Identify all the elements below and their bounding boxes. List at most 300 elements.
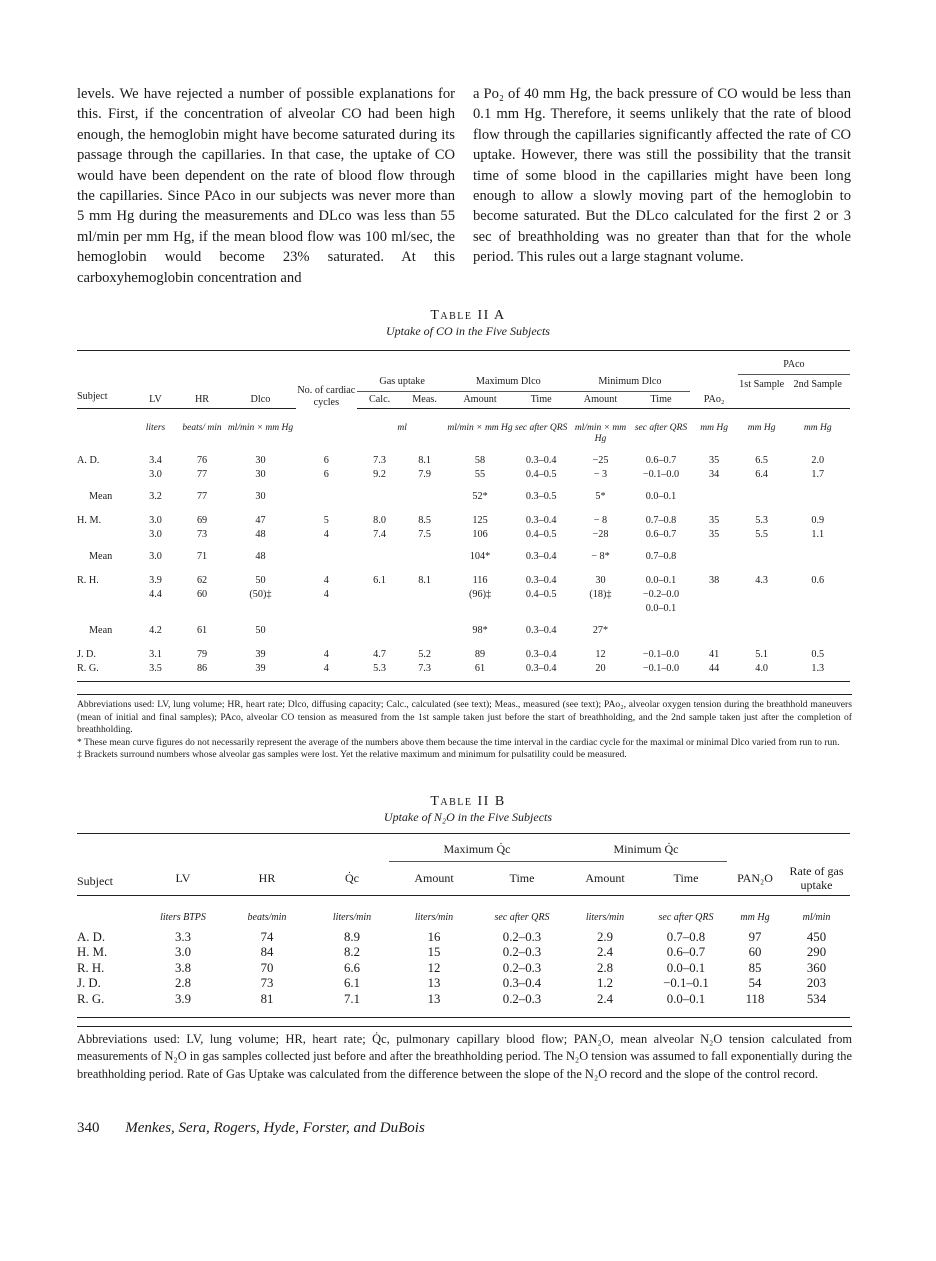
table-cell: 0.3–0.4	[525, 551, 557, 562]
table-cell: 6	[323, 469, 329, 480]
unit-cell: sec after QRS	[634, 423, 688, 433]
table-b-label: Table II B	[430, 794, 506, 809]
table-cell	[690, 481, 737, 513]
table-cell: 76	[196, 455, 208, 466]
table-cell: 4	[296, 661, 358, 682]
table-cell: 60	[748, 945, 762, 960]
table-cell: 73	[260, 976, 274, 991]
table-row	[77, 930, 850, 946]
table-cell: 48	[255, 529, 266, 540]
table-cell	[785, 601, 850, 615]
table-cell: 52*	[472, 491, 488, 502]
table-cell	[690, 541, 737, 573]
table-cell: 0.4–0.5	[525, 589, 557, 600]
subject-header: Subject	[77, 862, 147, 896]
table-cell: 3.3	[175, 929, 191, 944]
table-cell: 0.3–0.4	[513, 661, 570, 682]
table-cell: 360	[806, 960, 827, 975]
table-cell: 3.0	[175, 945, 191, 960]
table-cell: 39	[225, 661, 295, 682]
table-row	[77, 453, 850, 467]
min-amount-header: Amount	[565, 862, 645, 896]
table-cell	[569, 601, 631, 615]
table-a-note: ‡ Brackets surround numbers whose alveolar gas samples were lost. Yet the relative maximum and minimum for pulsatility could be measured.	[77, 749, 627, 761]
table-cell: 0.2–0.3	[479, 992, 565, 1018]
table-cell: 0.2–0.3	[502, 945, 542, 960]
table-cell	[402, 587, 447, 601]
table-cell: 71	[196, 551, 208, 562]
table-cell: 8.1	[418, 575, 431, 586]
table-cell: 34	[709, 469, 720, 480]
table-cell: 8.0	[373, 515, 386, 526]
table-cell: 1.2	[597, 976, 613, 991]
table-cell	[738, 615, 786, 647]
calc-header: Calc.	[357, 391, 402, 409]
table-cell: 8.5	[418, 515, 431, 526]
table-row	[77, 467, 850, 481]
min-dlco-header: Minimum Dlco	[569, 375, 690, 392]
table-cell: −0.1–0.1	[663, 976, 709, 991]
table-b	[77, 833, 850, 1018]
table-cell: 12	[595, 649, 606, 660]
unit-cell: ml/min	[802, 911, 831, 923]
table-row	[77, 587, 850, 601]
table-cell: 5.5	[755, 529, 768, 540]
table-cell: 6.5	[755, 455, 768, 466]
table-a	[77, 350, 850, 682]
table-cell: Mean	[89, 551, 113, 562]
min-time-header: Time	[645, 862, 727, 896]
table-cell: 104*	[469, 551, 491, 562]
table-cell: 50	[255, 625, 266, 636]
table-cell	[738, 541, 786, 573]
table-cell: 55	[474, 469, 486, 480]
table-cell: 60	[196, 589, 208, 600]
page-footer	[77, 1120, 425, 1137]
table-cell: 7.1	[315, 992, 389, 1018]
unit-cell: mm Hg	[740, 911, 770, 923]
max-dlco-header: Maximum Dlco	[447, 375, 569, 392]
table-cell: 13	[389, 992, 479, 1018]
table-cell: R. H.	[77, 960, 105, 975]
table-cell: 86	[179, 661, 226, 682]
table-cell: 5*	[595, 491, 606, 502]
table-cell: 0.0–0.1	[645, 992, 727, 1018]
table-cell: 8.9	[344, 929, 360, 944]
table-cell: 203	[806, 976, 827, 991]
table-cell	[513, 601, 570, 615]
table-cell: R. H.	[77, 575, 99, 586]
table-cell: −0.1–0.0	[642, 649, 680, 660]
table-cell: 2.8	[175, 976, 191, 991]
unit-cell: ml/min × mm Hg	[447, 423, 513, 433]
table-row	[77, 961, 850, 977]
table-cell: 5	[323, 515, 329, 526]
table-cell	[402, 615, 447, 647]
table-a-note: * These mean curve figures do not necessarily represent the average of the numbers above them because the time interval in the cardiac cycle for the maximal or minimal Dlco varied from run to run.	[77, 736, 840, 748]
table-cell: 54	[748, 976, 762, 991]
table-cell: −28	[592, 529, 609, 540]
table-cell: 0.0–0.1	[645, 491, 677, 502]
footer-authors: Menkes, Sera, Rogers, Hyde, Forster, and DuBois	[125, 1120, 425, 1136]
table-cell: A. D.	[77, 455, 100, 466]
table-cell: 2.4	[597, 945, 613, 960]
table-a-notes	[77, 694, 852, 762]
table-cell	[357, 481, 402, 513]
table-cell: 35	[709, 455, 720, 466]
table-cell	[690, 601, 737, 615]
table-cell: 84	[260, 945, 274, 960]
min-qc-header: Minimum Q̇c	[565, 834, 727, 862]
unit-cell: liters	[145, 423, 166, 433]
body-paragraph: levels. We have rejected a number of possible explanations for this. First, if the concentration of alveolar CO had been high enough, the hemoglobin might have become saturated during its passage through the capillaries. In that case, the uptake of CO would have been dependent on the rate of blood flow through the capillaries. Since PAco in our subjects was never more than 5 mm Hg during the measurements and DLco was less than 55 ml/min per mm Hg, if the mean blood flow was 100 ml/sec, the hemoglobin would become 23% saturated. At this carboxyhemoglobin concentration and	[77, 86, 455, 286]
table-cell: 5.3	[755, 515, 768, 526]
table-cell	[738, 481, 786, 513]
table-cell	[357, 601, 402, 615]
table-cell: 13	[427, 976, 441, 991]
table-cell: 0.0–0.1	[645, 575, 677, 586]
table-cell: 3.2	[149, 491, 162, 502]
table-cell	[357, 615, 402, 647]
table-cell: 8.1	[418, 455, 431, 466]
table-cell: −0.1–0.0	[632, 661, 691, 682]
table-cell	[296, 601, 358, 615]
table-cell	[738, 587, 786, 601]
mean-row	[77, 481, 850, 513]
table-cell: 62	[196, 575, 208, 586]
table-cell	[296, 481, 358, 513]
table-cell: 4.3	[755, 575, 768, 586]
table-cell: (18)‡	[589, 589, 612, 600]
cardiac-cycles-header: No. of cardiac cycles	[297, 384, 356, 408]
body-text-right-column	[473, 84, 851, 268]
table-cell	[785, 481, 850, 513]
table-cell: R. G.	[77, 992, 147, 1018]
table-cell: 1.3	[785, 661, 850, 682]
unit-cell: liters/min	[414, 911, 454, 923]
table-cell: 534	[783, 992, 850, 1018]
table-cell	[77, 527, 132, 541]
table-cell: 79	[196, 649, 208, 660]
table-row	[77, 945, 850, 961]
max-time-header: Time	[513, 391, 570, 409]
table-cell: 0.2–0.3	[502, 929, 542, 944]
unit-cell: liters/min	[585, 911, 625, 923]
table-cell: 30	[595, 575, 606, 586]
table-row	[77, 647, 850, 661]
table-row	[77, 527, 850, 541]
table-cell: 8.2	[344, 945, 360, 960]
table-cell: 0.3–0.5	[525, 491, 557, 502]
table-cell: −0.1–0.0	[642, 469, 680, 480]
table-b-note: Abbreviations used: LV, lung volume; HR, heart rate; Q̇c, pulmonary capillary blood flow; PAN₂O, mean alveolar N₂O tension calculated from measurements of N₂O in gas samples collected just before and after the breathholding period. The N₂O tension was assumed to fall exponentially during the breathholding period. Rate of Gas Uptake was calculated from the difference between the slope of the N₂O record and the slope of the control record.	[77, 1026, 852, 1083]
table-cell: − 8*	[591, 551, 610, 562]
table-cell: 16	[427, 929, 441, 944]
table-cell: 2.9	[597, 929, 613, 944]
table-cell: 1.1	[811, 529, 825, 540]
body-text-left-column	[77, 84, 455, 288]
table-row	[77, 573, 850, 587]
table-row	[77, 661, 850, 682]
table-cell: 0.9	[811, 515, 825, 526]
unit-cell: mm Hg	[700, 423, 728, 433]
table-cell: 0.3–0.4	[525, 649, 557, 660]
table-cell: 6.1	[373, 575, 386, 586]
table-cell: 39	[255, 649, 266, 660]
table-row	[77, 976, 850, 992]
max-qc-header: Maximum Q̇c	[389, 834, 565, 862]
table-cell: 0.3–0.4	[525, 625, 557, 636]
table-cell: R. G.	[77, 661, 132, 682]
table-cell: 4.7	[373, 649, 386, 660]
table-a-label: Table II A	[430, 308, 506, 323]
table-cell: 5.3	[357, 661, 402, 682]
pao2-header: PAo₂	[690, 391, 737, 409]
table-cell: 3.5	[132, 661, 178, 682]
table-cell: 0.0–0.1	[666, 960, 706, 975]
table-cell: 61	[196, 625, 208, 636]
unit-cell: beats/ min	[182, 423, 222, 433]
unit-cell: mm Hg	[803, 423, 832, 433]
table-cell: 4.2	[149, 625, 162, 636]
table-cell: 35	[709, 529, 720, 540]
unit-cell: beats/min	[247, 911, 287, 923]
table-cell: J. D.	[77, 976, 101, 991]
table-cell	[296, 541, 358, 573]
table-cell: 0.3–0.4	[502, 976, 542, 991]
table-cell: 5.1	[755, 649, 768, 660]
table-b-caption: Uptake of N₂O in the Five Subjects	[383, 810, 553, 824]
table-cell: 0.3–0.4	[525, 515, 557, 526]
table-cell: 0.7–0.8	[645, 515, 677, 526]
first-sample-header: 1st Sample	[739, 379, 785, 390]
table-cell: 4	[323, 589, 329, 600]
table-cell	[77, 467, 132, 481]
table-cell: H. M.	[77, 515, 102, 526]
lv-header: LV	[132, 391, 178, 409]
min-time-header: Time	[632, 391, 691, 409]
table-cell: 9.2	[373, 469, 386, 480]
min-amount-header: Amount	[569, 391, 631, 409]
table-cell: 4.4	[149, 589, 162, 600]
table-cell: 98*	[472, 625, 488, 636]
unit-cell: ml/min × mm Hg	[227, 423, 294, 433]
table-cell: 0.6–0.7	[666, 945, 706, 960]
table-cell: (96)‡	[468, 589, 492, 600]
unit-cell: ml/min × mm Hg	[574, 423, 627, 444]
table-cell	[785, 587, 850, 601]
table-cell: 20	[569, 661, 631, 682]
table-cell: 7.3	[402, 661, 447, 682]
table-cell: 0.4–0.5	[525, 529, 557, 540]
table-cell: 85	[748, 960, 762, 975]
table-cell: 7.5	[418, 529, 431, 540]
table-cell: 3.0	[149, 469, 162, 480]
table-cell: 5.2	[418, 649, 431, 660]
table-b-notes	[77, 1026, 852, 1083]
table-cell: 3.1	[149, 649, 162, 660]
table-cell: 89	[474, 649, 486, 660]
table-cell: 73	[196, 529, 208, 540]
table-cell: − 3	[593, 469, 608, 480]
table-cell: 0.3–0.4	[525, 575, 557, 586]
unit-cell	[77, 895, 147, 930]
table-cell: 0.6–0.7	[645, 529, 677, 540]
table-cell: 3.0	[149, 515, 162, 526]
table-cell	[77, 587, 132, 601]
table-cell: 77	[196, 491, 208, 502]
table-cell: 4	[323, 575, 329, 586]
table-cell	[402, 541, 447, 573]
table-cell	[225, 601, 295, 615]
mean-row	[77, 541, 850, 573]
table-row	[77, 513, 850, 527]
table-cell: H. M.	[77, 945, 108, 960]
table-cell: 290	[806, 945, 827, 960]
table-cell: Mean	[89, 625, 113, 636]
table-cell: 4	[323, 529, 329, 540]
lv-header: LV	[147, 862, 219, 896]
table-cell	[785, 615, 850, 647]
max-amount-header: Amount	[447, 391, 513, 409]
table-cell: 450	[806, 929, 827, 944]
table-cell	[402, 601, 447, 615]
table-cell: 116	[472, 575, 488, 586]
table-cell: J. D.	[77, 649, 96, 660]
table-cell: 3.0	[149, 529, 162, 540]
table-cell: 6.1	[344, 976, 360, 991]
unit-cell: mm Hg	[747, 423, 776, 433]
table-cell: 0.7–0.8	[645, 551, 677, 562]
table-cell	[179, 601, 226, 615]
table-cell: 58	[474, 455, 486, 466]
table-cell: 0.0–0.1	[645, 603, 677, 614]
second-sample-header: 2nd Sample	[793, 379, 842, 390]
table-cell: 97	[748, 929, 762, 944]
table-cell: 30	[255, 469, 266, 480]
table-a-heading	[0, 308, 936, 339]
table-cell: 12	[427, 960, 441, 975]
paco-group-header: PAco	[738, 351, 850, 375]
table-cell	[132, 601, 178, 615]
table-cell	[690, 615, 737, 647]
table-cell: 74	[260, 929, 274, 944]
table-cell: 0.6	[811, 575, 825, 586]
table-cell: 118	[727, 992, 783, 1018]
table-cell: 69	[196, 515, 208, 526]
table-cell	[785, 541, 850, 573]
page-number: 340	[77, 1120, 100, 1136]
table-cell: A. D.	[77, 929, 106, 944]
table-cell: 4.0	[738, 661, 786, 682]
table-cell: 125	[472, 515, 488, 526]
max-amount-header: Amount	[389, 862, 479, 896]
table-a-note: Abbreviations used: LV, lung volume; HR, heart rate; Dlco, diffusing capacity; Calc., calculated (see text); Meas., measured (see text); PAo₂, alveolar oxygen tension during the breathhold maneuvers (mean of initial and final samples); PAco, alveolar CO tension as measured from the 1st sample taken just before the start of breathholding, and the 2nd sample taken just after the completion of breathholding.	[77, 694, 852, 737]
table-cell: 3.4	[149, 455, 162, 466]
unit-cell: ml	[397, 423, 407, 433]
table-row	[77, 601, 850, 615]
hr-header: HR	[219, 862, 315, 896]
table-cell: 27*	[592, 625, 609, 636]
table-cell: 41	[709, 649, 720, 660]
unit-cell: sec after QRS	[494, 911, 550, 923]
table-cell	[690, 587, 737, 601]
table-cell: 30	[255, 455, 266, 466]
table-a-caption: Uptake of CO in the Five Subjects	[386, 324, 550, 338]
table-cell: 38	[709, 575, 720, 586]
table-cell: 30	[255, 491, 266, 502]
table-cell: 6	[323, 455, 329, 466]
mean-row	[77, 615, 850, 647]
table-cell: Mean	[89, 491, 113, 502]
table-cell: 2.0	[811, 455, 825, 466]
table-cell: 1.7	[811, 469, 825, 480]
table-cell: 50	[255, 575, 266, 586]
table-row	[77, 992, 850, 1018]
table-cell	[402, 481, 447, 513]
table-cell: 2.4	[565, 992, 645, 1018]
table-cell: 81	[219, 992, 315, 1018]
table-cell: 3.9	[147, 992, 219, 1018]
unit-cell: sec after QRS	[658, 911, 714, 923]
unit-cell: liters BTPS	[160, 911, 206, 923]
unit-cell: sec after QRS	[515, 423, 568, 433]
qc-header: Q̇c	[315, 862, 389, 896]
table-cell: 0.6–0.7	[645, 455, 677, 466]
table-b-heading	[0, 794, 936, 825]
pan2o-header: PAN₂O	[727, 862, 783, 896]
table-cell: 44	[690, 661, 737, 682]
gas-uptake-header: Gas uptake	[357, 375, 447, 392]
meas-header: Meas.	[402, 391, 447, 409]
table-cell: 0.5	[811, 649, 825, 660]
table-cell	[357, 541, 402, 573]
table-cell: 0.3–0.4	[525, 455, 557, 466]
table-cell: 106	[472, 529, 488, 540]
table-cell: 4	[323, 649, 329, 660]
table-cell: 0.7–0.8	[666, 929, 706, 944]
table-cell	[738, 601, 786, 615]
unit-cell: liters/min	[332, 911, 372, 923]
table-cell: 6.4	[755, 469, 768, 480]
table-cell: (50)‡	[249, 589, 272, 600]
table-cell: 6.6	[344, 960, 360, 975]
max-time-header: Time	[479, 862, 565, 896]
subject-header: Subject	[77, 391, 132, 409]
table-cell: 77	[196, 469, 208, 480]
table-cell: 48	[255, 551, 266, 562]
table-cell: 0.2–0.3	[502, 960, 542, 975]
table-cell: 3.0	[149, 551, 162, 562]
table-cell: 15	[427, 945, 441, 960]
table-cell	[77, 601, 132, 615]
table-cell	[296, 615, 358, 647]
table-cell: 47	[255, 515, 266, 526]
table-cell: −0.2–0.0	[642, 589, 680, 600]
table-cell: 70	[260, 960, 274, 975]
table-cell	[357, 587, 402, 601]
table-cell: 0.4–0.5	[525, 469, 557, 480]
table-cell	[632, 615, 691, 647]
body-paragraph: a Po₂ of 40 mm Hg, the back pressure of CO would be less than 0.1 mm Hg. Therefore, it seems unlikely that the rate of blood flow through the capillaries significantly affected the rate of CO uptake. However, there was still the possibility that the transit time of some blood in the capillaries might have been long enough to allow a slowly moving part of the hemoglobin to become saturated. But the DLco calculated for the first 2 or 3 sec of breathholding was no greater than that for the whole period. This rules out a large stagnant volume.	[473, 86, 851, 266]
table-cell: 61	[447, 661, 513, 682]
dlco-header: Dlco	[225, 391, 295, 409]
table-cell: 7.9	[418, 469, 431, 480]
table-cell: 3.8	[175, 960, 191, 975]
table-cell: 35	[709, 515, 720, 526]
table-cell	[447, 601, 513, 615]
table-cell: − 8	[593, 515, 608, 526]
